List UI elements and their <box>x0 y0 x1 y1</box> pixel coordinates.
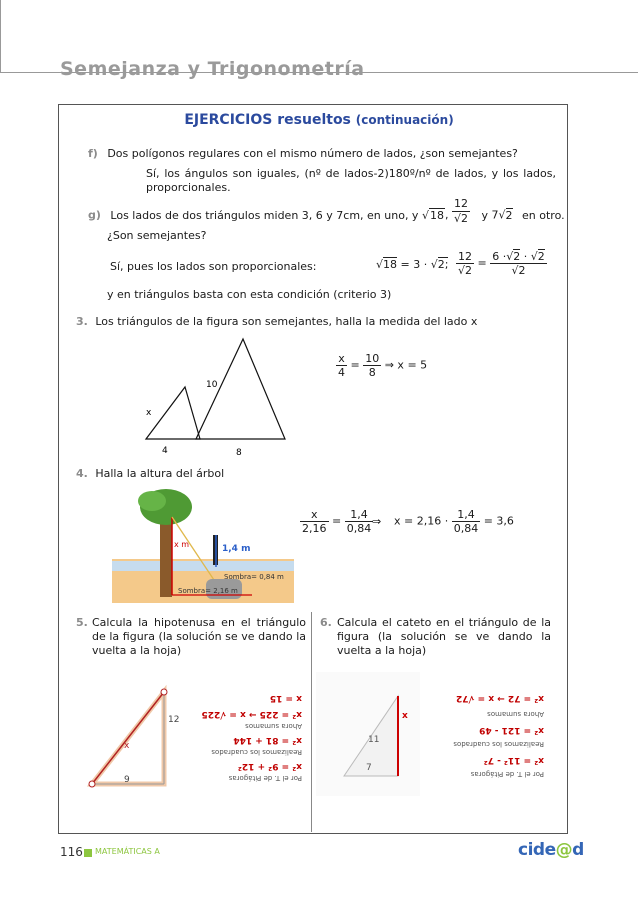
label-xm: x m <box>174 540 190 549</box>
exercise-4-text: Halla la altura del árbol <box>95 467 225 480</box>
page-number: 116 <box>60 845 83 859</box>
svg-text:Realizamos los cuadrados: Realizamos los cuadrados <box>453 740 544 748</box>
exercise-g-question: Los lados de dos triángulos miden 3, 6 y 7cm, en uno, y <box>110 208 419 222</box>
cidead-logo: cide@d <box>518 840 584 860</box>
top-left-rule <box>0 0 1 72</box>
svg-text:Ahora sumamos: Ahora sumamos <box>487 710 544 718</box>
leg-7-label: 7 <box>366 763 372 773</box>
exercise-f <box>88 147 518 161</box>
fraction-12-sqrt2: $\frac{12}{√2}$ <box>453 197 468 225</box>
exercise-g-answer: Sí, pues los lados son proporcionales: <box>110 260 317 273</box>
leg-9-label: 9 <box>124 775 130 785</box>
page-title: Semejanza y Trigonometría <box>60 58 365 80</box>
exercise-3-text: Los triángulos de la figura son semejantes, halla la medida del lado x <box>95 315 478 328</box>
footer-square-icon <box>84 849 92 857</box>
exercise-g-label: g) <box>88 208 101 222</box>
leg-12-label: 12 <box>168 715 180 725</box>
exercise-g <box>88 197 568 226</box>
sqrt-18: √18 <box>421 208 444 222</box>
exercise-f-answer: Sí, los ángulos son iguales, (nº de lados-2)180º/nº de lados, y los lados, proporcionales. <box>146 167 556 194</box>
svg-text:Por el T. de Pitágoras: Por el T. de Pitágoras <box>470 770 544 778</box>
svg-text:x² = 121 - 49: x² = 121 - 49 <box>479 725 544 735</box>
exercise-g-question-2: ¿Son semejantes? <box>107 229 207 242</box>
comma: , <box>444 208 449 222</box>
exercise-5-figure <box>72 678 304 796</box>
implies-arrow: ⇒ <box>372 515 382 528</box>
exercise-g-question-end: en otro. <box>522 208 565 222</box>
word-y: y <box>481 208 488 222</box>
exercise-4-number: 4. <box>76 467 88 480</box>
exercise-4 <box>76 467 224 481</box>
exercise-g-conclusion: y en triángulos basta con esta condición (criterio 3) <box>107 288 392 301</box>
exercise-f-question: Dos polígonos regulares con el mismo número de lados, ¿son semejantes? <box>107 147 518 160</box>
small-side-label: x <box>146 408 152 418</box>
hyp-x-label: x <box>124 741 130 751</box>
label-1-4m: 1,4 m <box>222 544 251 554</box>
exercise-3-number: 3. <box>76 315 88 328</box>
small-triangle <box>146 387 200 439</box>
section-title <box>0 112 638 128</box>
svg-text:x² = 81 + 144: x² = 81 + 144 <box>233 735 302 745</box>
exercise-3 <box>76 315 477 329</box>
small-base-label: 4 <box>162 446 168 456</box>
large-side-label: 10 <box>206 380 218 390</box>
exercise-6-text: Calcula el cateto en el triángulo de la figura (la solución se ve dando la vuelta a la hoja) <box>337 616 551 657</box>
exercise-6-figure <box>316 672 556 796</box>
svg-text:x² = 11² - 7²: x² = 11² - 7² <box>483 755 544 765</box>
leg-x-label: x <box>402 711 408 721</box>
svg-text:Por el T. de Pitágoras: Por el T. de Pitágoras <box>228 774 302 782</box>
exercise-5-text: Calcula la hipotenusa en el triángulo de la figura (la solución se ve dando la vuelta a la hoja) <box>92 616 306 657</box>
equation-sqrt18: √18 = 3 · √2; <box>376 258 449 271</box>
svg-text:x² = 72 → x = √72: x² = 72 → x = √72 <box>455 693 544 703</box>
exercise-f-label: f) <box>88 147 98 160</box>
exercise-4-result: x = 2,16 · $\frac{1,4}{0,84}$ = 3,6 <box>394 508 514 535</box>
large-base-label: 8 <box>236 448 242 458</box>
hyp-11-label: 11 <box>368 735 380 745</box>
svg-text:x² = 225 → x = √225: x² = 225 → x = √225 <box>201 709 302 719</box>
exercise-4-proportion: $\frac{x}{2,16}$ = $\frac{1,4}{0,84}$ <box>302 508 372 535</box>
label-shadow-216: Sombra= 2,16 m <box>178 587 238 595</box>
seven-sqrt2: 7√2 <box>491 208 513 222</box>
exercise-5-number: 5. <box>76 616 88 629</box>
equation-rationalize: $\frac{12}{√2}$ = $\frac{6 \cdot√2 \cdot √2}{√2}$ <box>458 250 545 277</box>
book-title: MATEMÁTICAS A <box>95 847 160 856</box>
section-subtitle: (continuación) <box>355 113 454 127</box>
tree-shadow-image <box>112 487 294 603</box>
similar-triangles-figure <box>130 335 310 460</box>
column-divider <box>311 612 312 832</box>
exercise-6-number: 6. <box>320 616 332 629</box>
svg-text:x = 15: x = 15 <box>269 693 302 703</box>
svg-text:Realizamos los cuadrados: Realizamos los cuadrados <box>211 748 302 756</box>
label-shadow-084: Sombra= 0,84 m <box>224 573 284 581</box>
section-title-main: EJERCICIOS resueltos <box>184 112 351 128</box>
svg-text:Ahora sumamos: Ahora sumamos <box>245 722 302 730</box>
exercise-3-solution: $\frac{x}{4}$ = $\frac{10}{8}$ ⇒ x = 5 <box>338 352 428 379</box>
svg-text:x² = 9² + 12²: x² = 9² + 12² <box>237 761 302 771</box>
